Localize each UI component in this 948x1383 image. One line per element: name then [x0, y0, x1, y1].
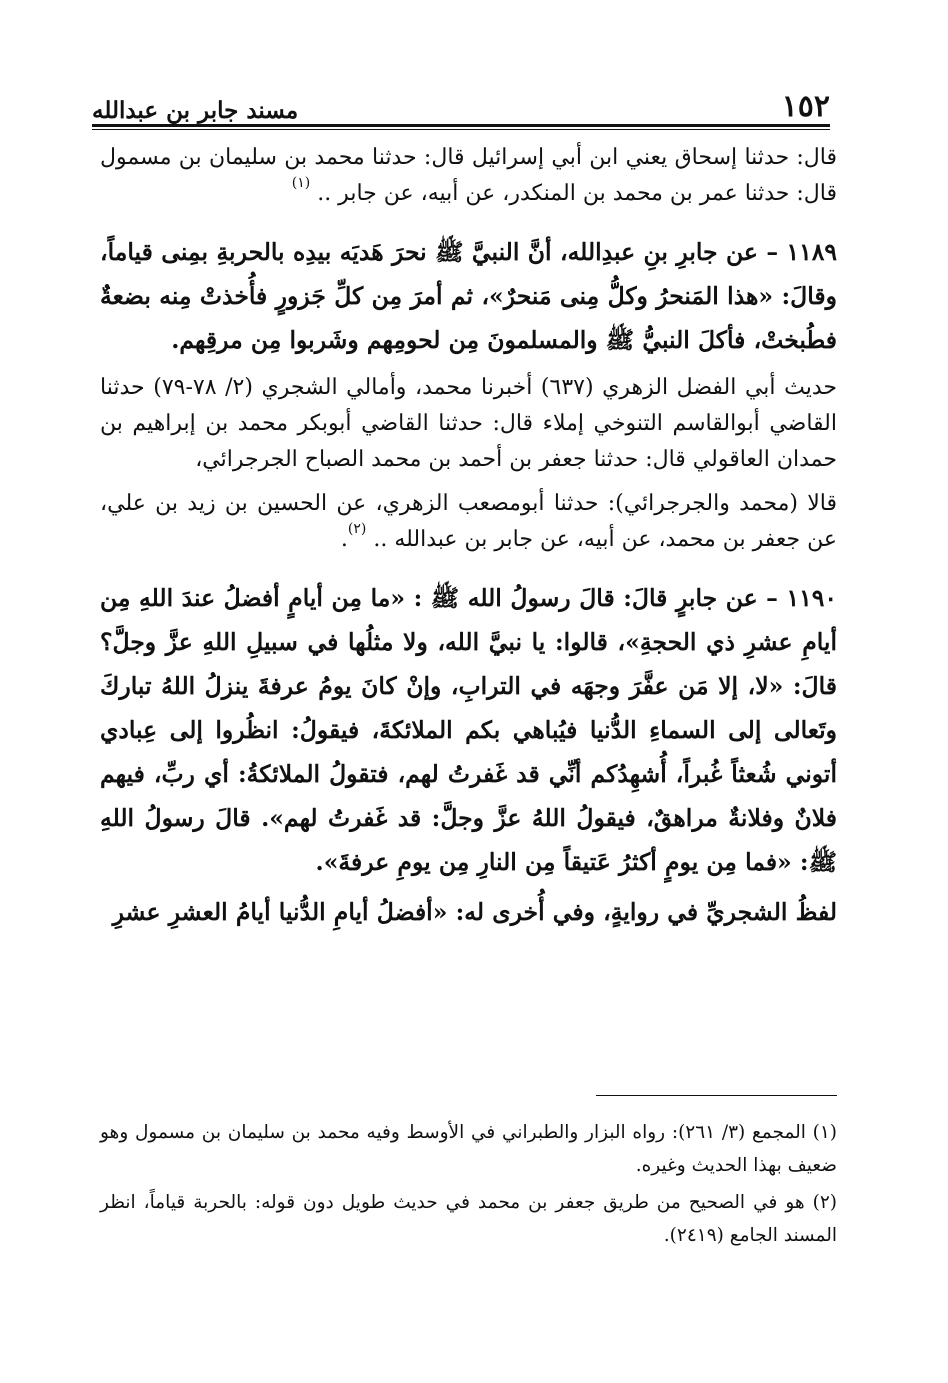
header-rule-thin [92, 129, 830, 130]
footnote-separator [596, 1095, 837, 1096]
hadith-1189-paragraph: ١١٨٩ – عن جابرِ بنِ عبدِالله، أنَّ النبيَّ ﷺ نحرَ هَديَه بيدِه بالحربةِ بمِنى قياماً، وقالَ: «هذا المَنحرُ وكلُّ مِنى مَنحرٌ»، ثم أمرَ مِن كلِّ جَزورٍ فأُخذتْ مِنه بضعةٌ فطُبختْ، فأكلَ النبيُّ ﷺ والمسلمونَ مِن لحومِهم وشَربوا مِن مرقِهم. [100, 238, 837, 354]
isnad-paragraph: قالا (محمد والجرجرائي): حدثنا أبومصعب الزهري، عن الحسين بن زيد بن علي، عن جعفر بن محمد، عن أبيه، عن جابر بن عبدالله .. $^{(٢)}$. [100, 491, 837, 552]
header-rule-thick [92, 124, 830, 127]
footnote-1: (١) المجمع (٣/ ٢٦١): رواه البزار والطبراني في الأوسط وفيه محمد بن سليمان بن مسمول وهو ضعيف بهذا الحديث وغيره. [100, 1122, 838, 1176]
source-paragraph: حديث أبي الفضل الزهري (٦٣٧) أخبرنا محمد، وأمالي الشجري (٢/ ٧٨-٧٩) حدثنا القاضي أبوالقاسم التنوخي إملاء قال: حدثنا القاضي أبوبكر محمد بن إبراهيم بن حمدان العاقولي قال: حدثنا جعفر بن أحمد بن محمد الصباح الجرجرائي، [100, 375, 837, 472]
hadith-1190-paragraph: ١١٩٠ – عن جابرٍ قالَ: قالَ رسولُ الله ﷺ : «ما مِن أيامٍ أفضلُ عندَ اللهِ مِن أيامِ عشرِ ذي الحجةِ»، قالوا: يا نبيَّ الله، ولا مثلُها في سبيلِ اللهِ عزَّ وجلَّ؟ قالَ: «لا، إلا مَن عفَّرَ وجهَه في الترابِ، وإنْ كانَ يومُ عرفةَ ينزلُ اللهُ تباركَ وتَعالى إلى السماءِ الدُّنيا فيُباهي بكم الملائكةَ، فيقولُ: انظُروا إلى عِبادي أتوني شُعثاً غُبراً، أُشهِدُكم أنِّي قد غَفرتُ لهم، فتقولُ الملائكةُ: أي ربِّ، فيهم فلانٌ وفلانةٌ مراهقٌ، فيقولُ اللهُ عزَّ وجلَّ: قد غَفرتُ لهم». قالَ رسولُ اللهِ ﷺ: «فما مِن يومٍ أكثرُ عَتيقاً مِن النارِ مِن يومِ عرفةَ». [100, 584, 837, 876]
chain-of-narration-paragraph: قال: حدثنا إسحاق يعني ابن أبي إسرائيل قال: حدثنا محمد بن سليمان بن مسمول قال: حدثنا عمر بن محمد بن المنكدر، عن أبيه، عن جابر .. $^{(١)}$ [100, 145, 837, 206]
page-number: ١٥٢ [781, 89, 830, 124]
page-body [100, 140, 837, 934]
footnote-ref-2: (٢) [347, 521, 367, 537]
wording-paragraph: لفظُ الشجريِّ في روايةٍ، وفي أُخرى له: «أفضلُ أيامِ الدُّنيا أيامُ العشرِ عشرِ [112, 898, 837, 926]
footnote-2: (٢) هو في الصحيح من طريق جعفر بن محمد في حديث طويل دون قوله: بالحربة قياماً، انظر المسند الجامع (٢٤١٩). [100, 1192, 837, 1246]
footnote-ref-1: (١) [291, 175, 311, 191]
footnotes [100, 1116, 837, 1256]
running-title: مسند جابر بن عبدالله [92, 97, 299, 124]
page-header [92, 84, 830, 124]
